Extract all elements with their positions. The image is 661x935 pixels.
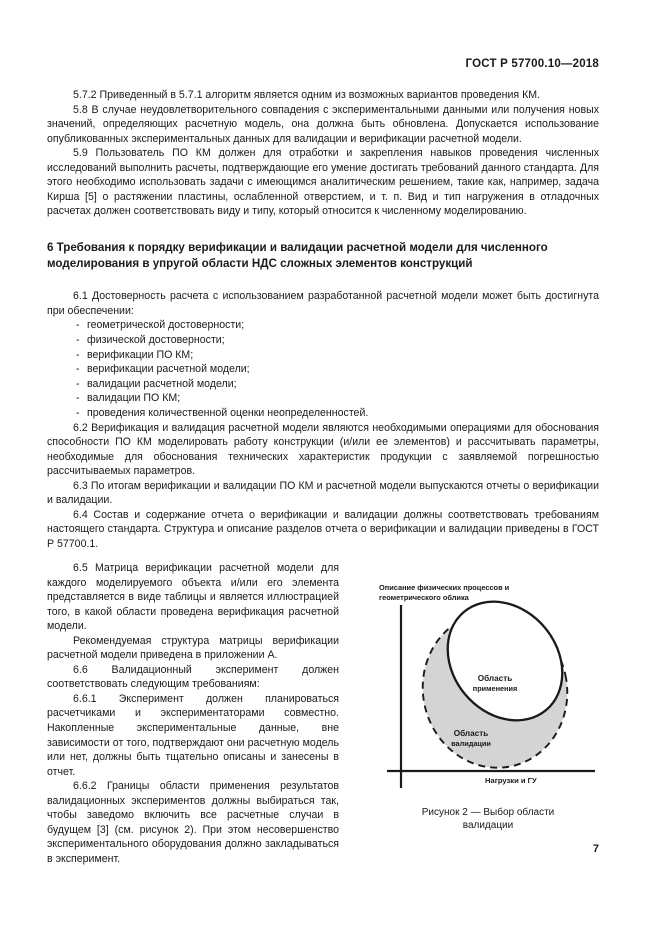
- section-heading-6: 6 Требования к порядку верификации и валидации расчетной модели для численного моделирования в упругой области НДС сложных элементов конструкций: [47, 240, 548, 271]
- bullet-dash: -: [76, 319, 80, 332]
- bullet-dash: -: [76, 363, 80, 376]
- validation-area-label-line2: валидации: [451, 739, 491, 748]
- paragraph-5-8: 5.8 В случае неудовлетворительного совпадения с экспериментальными данными или получения новых значений, определяющих расчетную модель, она должна быть обновлена. Допускается использование опубликованных экспериментальных данных для валидации и верификации расчетной модели.: [47, 103, 599, 145]
- paragraph-5-7-2: 5.7.2 Приведенный в 5.7.1 алгоритм является одним из возможных вариантов проведения КМ.: [73, 89, 541, 101]
- figure-caption-line1: Рисунок 2 — Выбор области: [421, 807, 555, 818]
- bullet-dash: -: [76, 334, 80, 347]
- list-item: [47, 377, 599, 392]
- list-item: [47, 391, 599, 406]
- figure-caption: [377, 806, 599, 832]
- paragraph-5-9: 5.9 Пользователь ПО КМ должен для отработки и закрепления навыков проведения численных исследований выполнить расчеты, подтверждающие его умение достигать требований данного стандарта. Для этого необходимо использовать задачи с имеющимся аналитическим решением, такие как, например, задача Кирша [5] о растяжении пластины, ослабленной отверстием, и т. п. Вид и тип нагружения в отладочных расчетах должен соответствовать виду и типу, который относится к численному моделированию.: [47, 147, 599, 218]
- paragraph-6-6-1: 6.6.1 Эксперимент должен планироваться расчетчиками и экспериментаторами совместно. Накопленные экспериментальные данные, вне зависимости от того, подтверждают они расчетную модель или нет, должны быть тщательно описаны и занесены в отчет.: [47, 692, 339, 778]
- figure-caption-line2: валидации: [462, 820, 514, 831]
- heading-spacer-top: [47, 219, 599, 240]
- x-axis-label: Нагрузки и ГУ: [485, 776, 537, 785]
- validation-area-label-line1: Область: [453, 729, 489, 738]
- paragraph-6-5: 6.5 Матрица верификации расчетной модели для каждого моделируемого объекта и/или его элемента представляется в виде таблицы и является иллюстрацией того, в какой области проведена верификация расчетной модели.: [47, 562, 339, 633]
- application-area-label: [453, 674, 537, 694]
- figure-graphic: [377, 583, 599, 798]
- y-axis-label: Описание физических процессов и геометрического облика: [379, 583, 510, 602]
- bullet-dash: -: [76, 406, 80, 419]
- list-item-label: геометрической достоверности;: [87, 319, 245, 332]
- requirements-list: [47, 318, 599, 420]
- list-item-label: валидации расчетной модели;: [87, 377, 237, 390]
- figure-2: [377, 583, 599, 832]
- list-item: [47, 333, 599, 348]
- page-number: 7: [592, 843, 599, 855]
- list-item-label: физической достоверности;: [87, 334, 225, 347]
- list-item: [47, 362, 599, 377]
- figure-wrap-region: [47, 561, 599, 866]
- bullet-dash: -: [76, 377, 80, 390]
- list-item-label: валидации ПО КМ;: [87, 392, 181, 405]
- list-item-label: верификации расчетной модели;: [87, 363, 250, 376]
- validation-area-label: [429, 729, 513, 749]
- left-text-column: [47, 561, 339, 866]
- list-item: [47, 348, 599, 363]
- body-text-block: [47, 88, 599, 552]
- paragraph-6-1: 6.1 Достоверность расчета с использованием разработанной расчетной модели может быть достигнута при обеспечении:: [47, 290, 599, 317]
- paragraph-6-6: 6.6 Валидационный эксперимент должен соответствовать следующим требованиям:: [47, 663, 339, 691]
- application-area-label-line1: Область: [477, 674, 513, 683]
- standard-header: ГОСТ Р 57700.10—2018: [465, 58, 599, 70]
- application-area-label-line2: применения: [472, 684, 518, 693]
- heading-spacer-bottom: [47, 272, 599, 289]
- paragraph-6-4: 6.4 Состав и содержание отчета о верификации и валидации должны соответствовать требованиям настоящего стандарта. Структура и описание разделов отчета о верификации и валидации приведены в ГОСТ Р 57700.1.: [47, 508, 599, 550]
- paragraph-matrix-structure: Рекомендуемая структура матрицы верификации расчетной модели приведена в приложении А.: [47, 634, 339, 662]
- paragraph-6-6-2: 6.6.2 Границы области применения результатов валидационных экспериментов должны выбираться так, чтобы заведомо включить все расчетные случаи в будущем [3] (см. рисунок 2). При этом несовершенство экспериментального оборудования должно закладываться в эксперимент.: [47, 780, 339, 865]
- paragraph-6-3: 6.3 По итогам верификации и валидации ПО КМ и расчетной модели выпускаются отчеты о верификации и валидации.: [47, 479, 599, 507]
- bullet-dash: -: [76, 392, 80, 405]
- list-item: [47, 318, 599, 333]
- list-item: [47, 406, 599, 421]
- list-item-label: проведения количественной оценки неопределенностей.: [87, 406, 369, 419]
- bullet-dash: -: [76, 348, 80, 361]
- paragraph-6-2: 6.2 Верификация и валидация расчетной модели являются необходимыми операциями для обоснования способности ПО КМ моделировать работу конструкции (и/или ее элементов) и рассчитывать параметры, необходимые для обоснования технических характеристик продукции с заявляемой погрешностью рассчитываемых параметров.: [47, 421, 599, 478]
- page-content: [47, 0, 599, 935]
- list-item-label: верификации ПО КМ;: [87, 348, 194, 361]
